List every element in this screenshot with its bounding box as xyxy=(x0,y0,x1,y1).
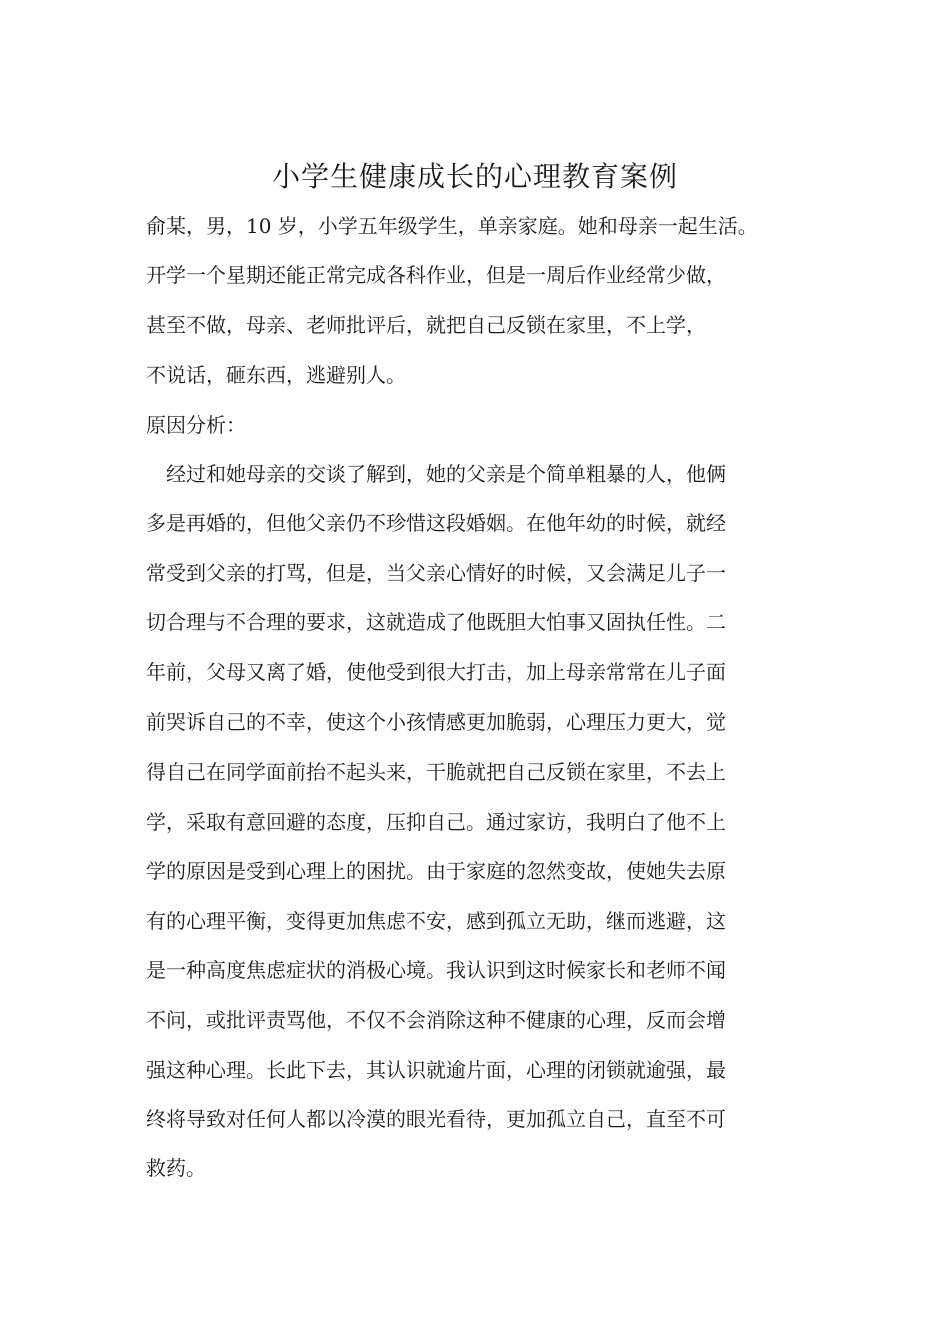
section-heading: 原因分析： xyxy=(146,413,246,437)
analysis-line-12: 不问，或批评责骂他，不仅不会消除这种不健康的心理，反而会增 xyxy=(146,1008,726,1032)
case-intro-line-4: 不说话，砸东西，逃避别人。 xyxy=(146,363,406,387)
analysis-line-1: 经过和她母亲的交谈了解到，她的父亲是个简单粗暴的人，他俩 xyxy=(166,462,726,486)
analysis-line-11: 是一种高度焦虑症状的消极心境。我认识到这时候家长和老师不闻 xyxy=(146,958,726,982)
analysis-line-5: 年前，父母又离了婚，使他受到很大打击，加上母亲常常在儿子面 xyxy=(146,660,726,684)
analysis-line-3: 常受到父亲的打骂，但是，当父亲心情好的时候，又会满足儿子一 xyxy=(146,561,726,585)
analysis-line-10: 有的心理平衡，变得更加焦虑不安，感到孤立无助，继而逃避，这 xyxy=(146,909,726,933)
analysis-line-8: 学，采取有意回避的态度，压抑自己。通过家访，我明白了他不上 xyxy=(146,810,726,834)
analysis-line-9: 学的原因是受到心理上的困扰。由于家庭的忽然变故，使她失去原 xyxy=(146,859,726,883)
analysis-line-13: 强这种心理。长此下去，其认识就逾片面，心理的闭锁就逾强，最 xyxy=(146,1058,726,1082)
analysis-line-2: 多是再婚的，但他父亲仍不珍惜这段婚姻。在他年幼的时候，就经 xyxy=(146,511,726,535)
case-intro-line-3: 甚至不做，母亲、老师批评后，就把自己反锁在家里，不上学， xyxy=(146,313,706,337)
analysis-line-15: 救药。 xyxy=(146,1156,206,1180)
case-intro-line-2: 开学一个星期还能正常完成各科作业，但是一周后作业经常少做， xyxy=(146,263,726,287)
document-title: 小学生健康成长的心理教育案例 xyxy=(271,160,678,193)
analysis-line-6: 前哭诉自己的不幸，使这个小孩情感更加脆弱，心理压力更大，觉 xyxy=(146,710,726,734)
analysis-line-4: 切合理与不合理的要求，这就造成了他既胆大怕事又固执任性。二 xyxy=(146,610,726,634)
case-intro-line-1: 俞某，男，10 岁，小学五年级学生，单亲家庭。她和母亲一起生活。 xyxy=(146,214,758,238)
analysis-line-7: 得自己在同学面前抬不起头来，干脆就把自己反锁在家里，不去上 xyxy=(146,760,726,784)
analysis-line-14: 终将导致对任何人都以冷漠的眼光看待，更加孤立自己，直至不可 xyxy=(146,1107,726,1131)
